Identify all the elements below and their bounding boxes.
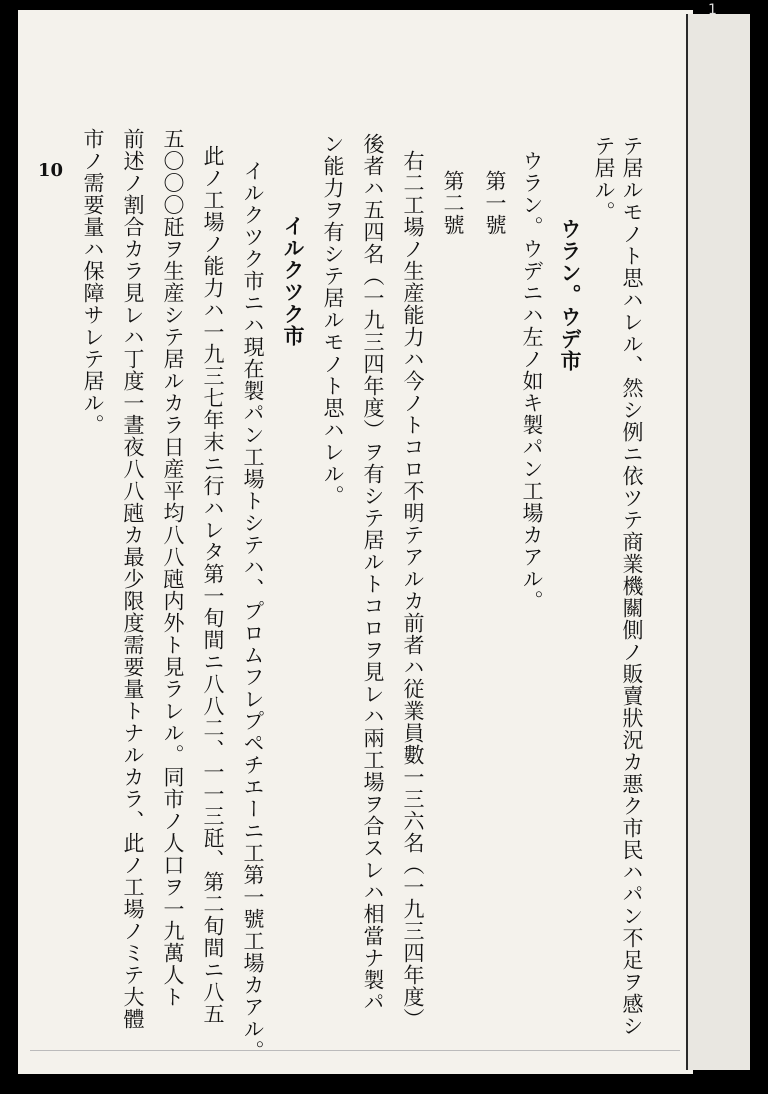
text-line-11: イルクツク市ニハ現在製パン工場トシテハ、プロムフレプペチエーニ工第一號工場カアル。 (241, 160, 265, 1062)
section-heading-irkutsk: イルクツク市 (281, 215, 306, 347)
text-line-8: 後者ハ五四名（一九三四年度）ヲ有シテ居ルトコロヲ見レハ兩工場ヲ合スレハ相當ナ製パ (361, 133, 385, 1013)
text-line-7: 右二工場ノ生産能力ハ今ノトコロ不明テアルカ前者ハ従業員數一三六名（一九三四年度） (401, 150, 425, 1030)
text-line-13: 五〇〇〇瓩ヲ生産シテ居ルカラ日産平均八八瓲内外ト見ラレル。同市ノ人口ヲ一九萬人ト (161, 128, 185, 1008)
page-number: 10 (38, 160, 64, 181)
text-line-14: 前述ノ割合カラ見レハ丁度一晝夜八八瓲カ最少限度需要量トナルカラ、此ノ工場ノミテ大體 (121, 128, 145, 1030)
text-line-12: 此ノ工場ノ能力ハ一九三七年末ニ行ハレタ第一旬間ニ八八二、一一三瓩、第二旬間ニ八五 (201, 145, 225, 1025)
text-line-1: テ居ルモノト思ハレル、然シ例ニ依ツテ商業機關側ノ販賣狀況カ悪ク市民ハパン不足ヲ感シ (620, 135, 644, 1037)
factory-item-2: 第二號 (441, 170, 465, 236)
adjacent-page-edge (686, 14, 750, 1070)
text-line-2: テ居ル。 (592, 135, 616, 223)
edge-mark: 1 (708, 2, 717, 18)
text-line-4: ウラン。ウデニハ左ノ如キ製パン工場カアル。 (520, 150, 544, 612)
text-line-15: 市ノ需要量ハ保障サレテ居ル。 (81, 128, 105, 436)
page-gutter-line (686, 14, 688, 1070)
bottom-rule (30, 1050, 680, 1051)
factory-item-1: 第一號 (483, 170, 507, 236)
section-heading-ulan-ude: ウラン。ウデ市 (558, 218, 583, 372)
text-line-9: ン能力ヲ有シテ居ルモノト思ハレル。 (321, 133, 345, 507)
